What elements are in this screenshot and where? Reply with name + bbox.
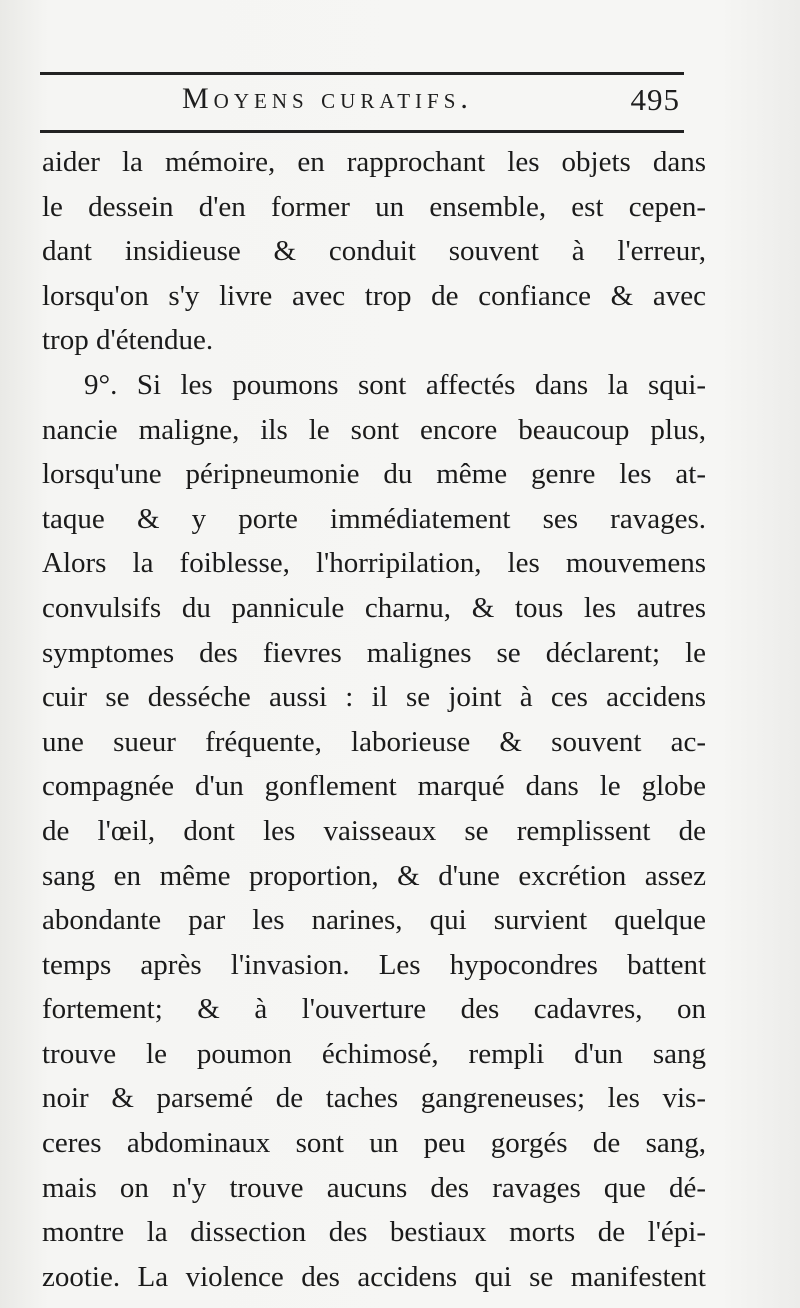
text-line: aider la mémoire, en rapprochant les objets dans [42, 146, 706, 178]
text-line: lorsqu'on s'y livre avec trop de confiance & avec [42, 279, 706, 312]
text-line: symptomes des fievres malignes se déclarent; le [42, 636, 706, 669]
header-rule-bottom [40, 130, 684, 133]
text-line: fortement; & à l'ouverture des cadavres, on [42, 993, 706, 1026]
text-line: zootie. La violence des accidens qui se manifestent [42, 1260, 706, 1293]
text-line: montre la dissection des bestiaux morts de l'épi- [42, 1216, 706, 1249]
text-line: convulsifs du pannicule charnu, & tous les autres [42, 591, 706, 624]
text-line: taque & y porte immédiatement ses ravages. [42, 502, 706, 535]
text-line: compagnée d'un gonflement marqué dans le globe [42, 770, 706, 803]
text-line: dant insidieuse & conduit souvent à l'erreur, [42, 235, 706, 268]
page-number: 495 [630, 82, 680, 117]
text-line: sang en même proportion, & d'une excrétion assez [42, 859, 706, 892]
text-line: ceres abdominaux sont un peu gorgés de sang, [42, 1127, 706, 1160]
text-line: le dessein d'en former un ensemble, est cepen- [42, 190, 706, 223]
running-title: Moyens curatifs. [182, 82, 473, 115]
body-text [42, 140, 706, 1299]
text-line: trouve le poumon échimosé, rempli d'un sang [42, 1037, 706, 1070]
text-line: noir & parsemé de taches gangreneuses; les vis- [42, 1082, 706, 1115]
text-line: abondante par les narines, qui survient quelque [42, 904, 706, 937]
text-line: de l'œil, dont les vaisseaux se remplissent de [42, 814, 706, 847]
text-line: mais on n'y trouve aucuns des ravages que dé- [42, 1171, 706, 1204]
text-line: Alors la foiblesse, l'horripilation, les mouvemens [42, 547, 706, 580]
text-line: une sueur fréquente, laborieuse & souvent ac- [42, 725, 706, 758]
text-line: cuir se desséche aussi : il se joint à ces accidens [42, 681, 706, 714]
running-head [40, 80, 684, 124]
text-line: trop d'étendue. [42, 324, 214, 357]
header-rule-top [40, 72, 684, 75]
text-line: lorsqu'une péripneumonie du même genre les at- [42, 458, 706, 491]
text-line: temps après l'invasion. Les hypocondres battent [42, 948, 706, 981]
text-line: nancie maligne, ils le sont encore beaucoup plus, [42, 413, 706, 446]
text-line: 9°. Si les poumons sont affectés dans la squi- [84, 368, 706, 401]
